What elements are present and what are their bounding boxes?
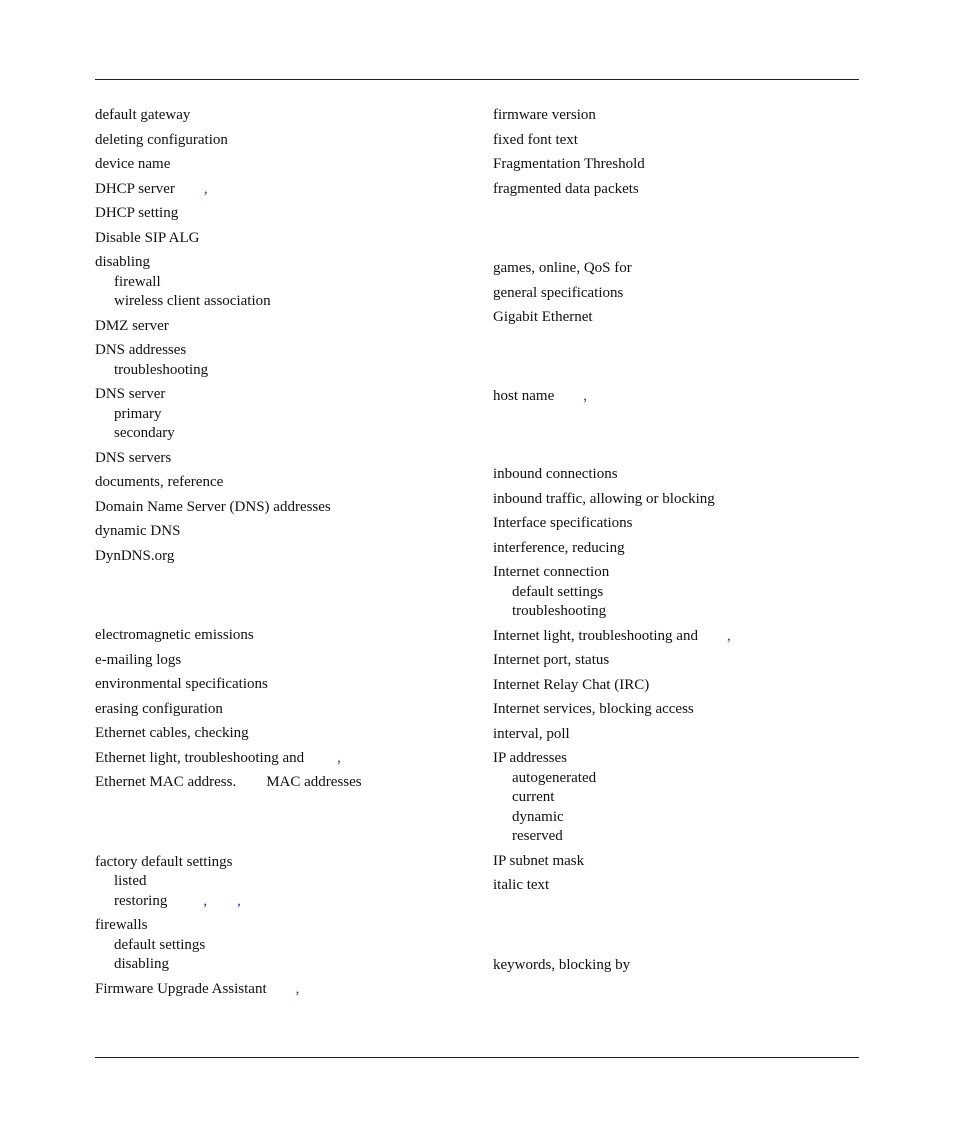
index-entry [493, 284, 873, 304]
index-entry [95, 498, 475, 518]
page-refs[interactable]: , [583, 387, 587, 404]
index-term[interactable]: host name [493, 387, 555, 404]
index-subterm[interactable]: default settings [512, 583, 604, 600]
index-entry [493, 651, 873, 671]
index-entry [95, 980, 475, 1000]
page-refs[interactable]: , [295, 980, 300, 997]
index-entry [493, 106, 873, 126]
index-entry [95, 700, 475, 720]
index-subterm[interactable]: listed [114, 873, 147, 889]
index-entry [95, 106, 475, 126]
index-section-h [493, 387, 873, 407]
index-subterm[interactable]: reserved [512, 828, 563, 844]
index-entry [493, 700, 873, 720]
index-term[interactable]: device name [95, 156, 171, 172]
index-subterm[interactable]: current [512, 789, 555, 805]
index-term[interactable]: Internet services, blocking access [493, 701, 694, 717]
index-section-f [95, 853, 475, 1000]
index-term[interactable]: keywords, blocking by [493, 956, 631, 973]
index-term[interactable]: erasing configuration [95, 700, 223, 717]
page-refs[interactable]: , [337, 749, 341, 766]
index-subterm[interactable]: firewall [114, 273, 161, 290]
index-entry [493, 155, 873, 175]
section-gap [493, 411, 873, 465]
index-term[interactable]: interference, reducing [493, 539, 625, 556]
index-entry [95, 749, 475, 769]
index-subterm[interactable]: wireless client association [114, 293, 271, 309]
page-refs[interactable]: , [203, 180, 208, 197]
index-section-e [95, 626, 475, 793]
page-refs[interactable]: , , [203, 892, 241, 909]
index-subterm[interactable]: dynamic [512, 808, 564, 825]
index-subterm[interactable]: troubleshooting [512, 603, 607, 619]
index-entry [95, 651, 475, 671]
index-term[interactable]: Internet Relay Chat (IRC) [493, 676, 650, 693]
index-term[interactable]: Ethernet light, troubleshooting and [95, 749, 305, 766]
index-term[interactable]: Ethernet cables, checking [95, 725, 249, 741]
index-section-d [95, 106, 475, 566]
index-subterm[interactable]: troubleshooting [114, 361, 209, 378]
index-term[interactable]: Fragmentation Threshold [493, 156, 645, 172]
index-entry [493, 308, 873, 328]
index-term[interactable]: deleting configuration [95, 131, 228, 148]
index-term[interactable]: e-mailing logs [95, 651, 182, 668]
header-rule [95, 79, 859, 80]
index-entry [493, 563, 873, 622]
see-reference[interactable]: MAC addresses [266, 774, 362, 790]
index-term[interactable]: IP addresses [493, 750, 568, 766]
footer-rule [95, 1057, 859, 1058]
index-entry [95, 449, 475, 469]
index-term[interactable]: Gigabit Ethernet [493, 309, 593, 325]
index-subterm[interactable]: autogenerated [512, 769, 597, 786]
index-entry [493, 956, 873, 976]
index-entry [95, 853, 475, 912]
index-entry [493, 676, 873, 696]
index-entry [493, 539, 873, 559]
index-term[interactable]: DNS server [95, 386, 166, 402]
index-entry [95, 385, 475, 444]
index-section-i [493, 465, 873, 896]
index-term[interactable]: italic text [493, 877, 550, 893]
index-subterm[interactable]: restoring [114, 892, 168, 909]
index-term[interactable]: default gateway [95, 107, 191, 123]
index-term[interactable]: Domain Name Server (DNS) addresses [95, 498, 331, 515]
index-subterm[interactable]: disabling [114, 956, 169, 972]
index-term[interactable]: DNS servers [95, 449, 172, 466]
index-entry [95, 131, 475, 151]
index-term[interactable]: Ethernet MAC address. [95, 774, 237, 790]
index-term[interactable]: Interface specifications [493, 515, 633, 531]
index-entry [95, 253, 475, 312]
index-entry [95, 155, 475, 175]
index-entry [493, 627, 873, 647]
index-entry [493, 180, 873, 200]
section-gap [493, 333, 873, 387]
section-gap [493, 204, 873, 259]
index-term[interactable]: Internet port, status [493, 652, 610, 668]
index-term[interactable]: DNS addresses [95, 342, 187, 358]
index-term[interactable]: interval, poll [493, 725, 570, 742]
index-entry [95, 473, 475, 493]
index-entry [95, 773, 475, 793]
index-term[interactable]: fixed font text [493, 131, 578, 148]
index-entry [95, 229, 475, 249]
index-term[interactable]: DMZ server [95, 317, 169, 334]
index-entry [95, 341, 475, 380]
section-gap [95, 798, 475, 853]
index-entry [493, 514, 873, 534]
index-term[interactable]: Internet connection [493, 564, 610, 580]
index-term[interactable]: DynDNS.org [95, 547, 175, 564]
index-subterm[interactable]: primary [114, 405, 162, 422]
page-refs[interactable]: , [726, 627, 731, 644]
index-term[interactable]: Disable SIP ALG [95, 229, 200, 246]
section-gap [95, 571, 475, 626]
index-term[interactable]: disabling [95, 254, 150, 270]
index-term[interactable]: IP subnet mask [493, 852, 585, 869]
index-entry [95, 916, 475, 975]
index-term[interactable]: DHCP setting [95, 205, 179, 221]
index-entry [95, 204, 475, 224]
index-subterm[interactable]: default settings [114, 936, 206, 953]
index-entry [493, 725, 873, 745]
section-gap [493, 901, 873, 956]
index-entry [95, 547, 475, 567]
index-term[interactable]: inbound traffic, allowing or blocking [493, 490, 715, 507]
index-entry [493, 852, 873, 872]
index-term[interactable]: Internet light, troubleshooting and [493, 627, 698, 644]
index-section-f-continued [493, 106, 873, 199]
index-entry [95, 522, 475, 542]
index-term[interactable]: electromagnetic emissions [95, 627, 254, 643]
index-term[interactable]: dynamic DNS [95, 523, 181, 539]
index-entry [493, 387, 873, 407]
index-entry [493, 465, 873, 485]
index-section-g [493, 259, 873, 328]
index-entry [95, 675, 475, 695]
index-term[interactable]: firmware version [493, 107, 596, 123]
index-term[interactable]: firewalls [95, 917, 148, 933]
index-entry [95, 317, 475, 337]
index-term[interactable]: factory default settings [95, 853, 233, 870]
index-term[interactable]: fragmented data packets [493, 180, 639, 197]
index-term[interactable]: environmental specifications [95, 676, 268, 692]
index-entry [95, 180, 475, 200]
index-term[interactable]: DHCP server [95, 180, 175, 197]
index-entry [493, 490, 873, 510]
index-term[interactable]: inbound connections [493, 466, 618, 482]
index-entry [95, 626, 475, 646]
index-term[interactable]: games, online, QoS for [493, 260, 632, 276]
index-column-right [493, 106, 873, 980]
index-column-left [95, 106, 475, 1004]
index-entry [493, 259, 873, 279]
index-term[interactable]: documents, reference [95, 474, 224, 490]
index-term[interactable]: general specifications [493, 284, 624, 301]
index-term[interactable]: Firmware Upgrade Assistant [95, 980, 267, 997]
index-subterm[interactable]: secondary [114, 425, 175, 441]
index-entry [95, 724, 475, 744]
index-entry [493, 876, 873, 896]
index-section-k [493, 956, 873, 976]
index-entry [493, 131, 873, 151]
index-entry [493, 749, 873, 847]
